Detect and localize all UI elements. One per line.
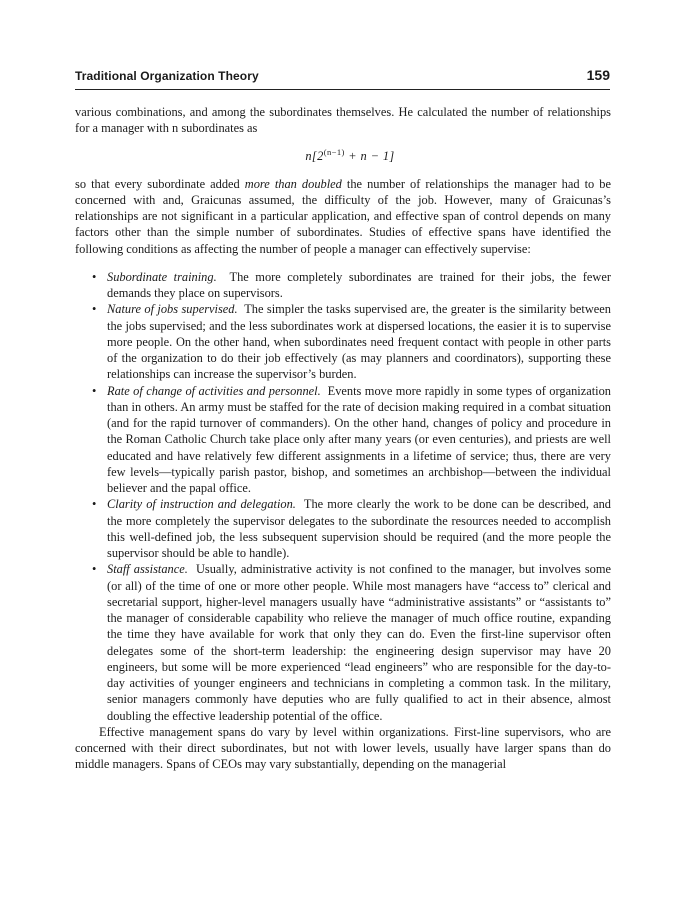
condition-text: The more clearly the work to be done can be described, and the more completely the supervisor delegates to the subordinate the resources needed to accomplish this well-defined job, the less subsequent supervision should be required (and the more people the supervisor should be able to handle). bbox=[107, 497, 611, 560]
bullet-icon: • bbox=[92, 269, 97, 284]
condition-text: Usually, administrative activity is not confined to the manager, but involves some (or all) of the time of one or more other people. While most managers have “access to” clerical and secretarial support, higher-level managers usually have “administrative assistants” or “assistants to” the manager of considerable capability who relieve the manager of much office routine, expanding the time they have available for work that only they can do. Even the first-line supervisor often delegates some of the short-term leadership: the engineering design supervisor may have 20 engineers, but some will be more experienced “lead engineers” who are responsible for the day-to-day activities of younger engineers and technicians in completing a common task. In the military, senior managers commonly have deputies who are fully qualified to act in their absence, almost doubling the effective leadership potential of the office. bbox=[107, 562, 611, 723]
bullet-icon: • bbox=[92, 302, 97, 317]
condition-text: The simpler the tasks supervised are, the greater is the similarity between the jobs supervised; and the less subordinates work at dispersed locations, the easier it is to supervise more people. On the other hand, when subordinates need frequent contact with people in other parts of the organization to do their job effectively (as may planners and coordinators), supporting these relationships can increase the supervisor’s burden. bbox=[107, 302, 612, 382]
condition-term: Clarity of instruction and delegation. bbox=[107, 497, 296, 512]
bullet-icon: • bbox=[92, 562, 97, 577]
condition-text: The more completely subordinates are trained for their jobs, the fewer demands they place on supervisors. bbox=[107, 269, 611, 300]
page-number: 159 bbox=[586, 67, 610, 83]
condition-text: Events move more rapidly in some types of organization than in others. An army must be staffed for the rate of decision making required in a combat situation (and for the rapid turnover of commanders). On the other hand, changes of policy and procedure in the Roman Catholic Church take place only after many years (or even centuries), and priests are well educated and have relatively few different assignments in a lifetime of service; thus, there are very few levels—typically parish pastor, bishop, and sometimes an archbishop—between the individual believer and the papal office. bbox=[107, 383, 611, 495]
analysis-emphasis: more than doubled bbox=[244, 176, 342, 191]
list-item bbox=[75, 383, 611, 497]
body-text bbox=[75, 104, 611, 773]
condition-term: Subordinate training. bbox=[107, 269, 217, 284]
running-header bbox=[75, 69, 610, 90]
condition-term: Staff assistance. bbox=[107, 562, 188, 577]
bullet-icon: • bbox=[92, 497, 97, 512]
closing-paragraph: Effective management spans do vary by level within organizations. First-line supervisors, who are concerned with their direct subordinates, but not with lower levels, usually have larger spans than do middle managers. Spans of CEOs may vary substantially, depending on the managerial bbox=[75, 724, 611, 772]
formula-exponent: (n−1) bbox=[323, 146, 345, 157]
condition-term: Nature of jobs supervised. bbox=[107, 302, 238, 317]
analysis-text-before: so that every subordinate added bbox=[75, 176, 245, 191]
analysis-paragraph bbox=[75, 176, 611, 257]
formula-lead: n[2 bbox=[305, 148, 324, 163]
relationships-formula bbox=[89, 144, 611, 168]
bullet-icon: • bbox=[92, 383, 97, 398]
condition-term: Rate of change of activities and personnel. bbox=[107, 383, 321, 398]
list-item bbox=[75, 561, 611, 724]
conditions-list bbox=[75, 269, 611, 724]
intro-paragraph: various combinations, and among the subordinates themselves. He calculated the number of relationships for a manager with n subordinates as bbox=[75, 105, 611, 136]
list-item bbox=[75, 269, 611, 302]
list-item bbox=[75, 496, 611, 561]
formula-tail: + n − 1] bbox=[344, 148, 395, 163]
chapter-title: Traditional Organization Theory bbox=[75, 69, 259, 83]
formula-expression bbox=[305, 146, 395, 163]
analysis-text-after: the number of relationships the manager had to be concerned with and, Graicunas assumed, the difficulty of the job. However, many of Graicunas’s relationships are not significant in a particular application, and effective span of control depends on many factors other than the simple number of subordinates. Studies of effective spans have identified the following conditions as affecting the number of people a manager can effectively supervise: bbox=[75, 176, 611, 256]
list-item bbox=[75, 301, 611, 382]
